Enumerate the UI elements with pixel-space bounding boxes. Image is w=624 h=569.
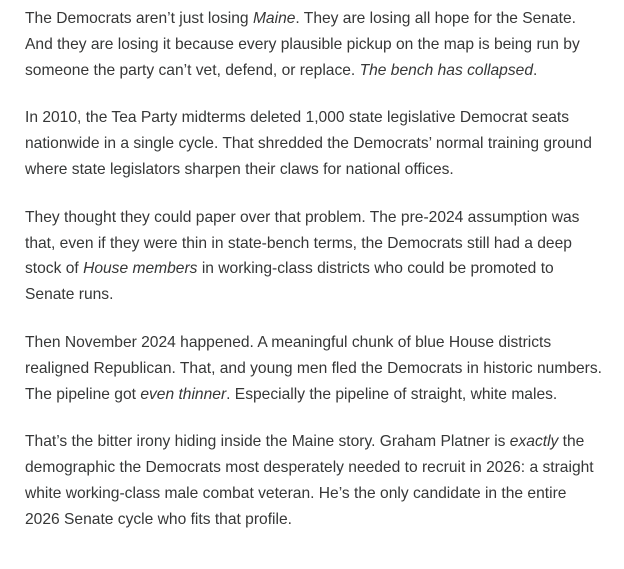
paragraph-5: [25, 429, 605, 532]
text-run: . Especially the pipeline of straight, white males.: [226, 385, 558, 403]
emphasis-bench-collapsed: The bench has collapsed: [359, 61, 533, 79]
text-run: . They are losing all hope for the Senate. And they are losing it because every plausible pickup on the map is being run by someone the party can’t vet, defend, or replace.: [25, 10, 580, 79]
paragraph-4: [25, 330, 605, 407]
text-run: The Democrats aren’t just losing: [25, 10, 253, 27]
paragraph-2: [25, 105, 605, 182]
emphasis-maine: Maine: [252, 10, 296, 27]
text-run: the demographic the Democrats most desperately needed to recruit in 2026: a straight white working-class male combat veteran. He’s the only candidate in the entire 2026 Senate cycle who fits that profile.: [25, 433, 594, 528]
text-run: In 2010, the Tea Party midterms deleted 1,000 state legislative Democrat seats nationwide in a single cycle. That shredded the Democrats’ normal training ground where state legislators sharpen their claws for national offices.: [25, 109, 592, 178]
text-run: That’s the bitter irony hiding inside the Maine story. Graham Platner is: [25, 433, 510, 451]
text-run: They thought they could paper over that problem. The pre-2024 assumption was that, even if they were thin in state-bench terms, the Democrats still had a deep stock of: [25, 208, 580, 278]
article-body: [25, 6, 605, 533]
text-run: .: [533, 61, 538, 79]
paragraph-1: [25, 6, 605, 83]
text-run: Then November 2024 happened. A meaningful chunk of blue House districts realigned Republican. That, and young men fled the Democrats in historic numbers. The pipeline got: [25, 333, 602, 403]
emphasis-house-members: House members: [83, 260, 198, 278]
text-run: in working-class districts who could be promoted to Senate runs.: [25, 260, 554, 304]
emphasis-even-thinner: even thinner: [140, 385, 227, 403]
paragraph-3: [25, 205, 605, 308]
emphasis-exactly: exactly: [509, 433, 559, 451]
